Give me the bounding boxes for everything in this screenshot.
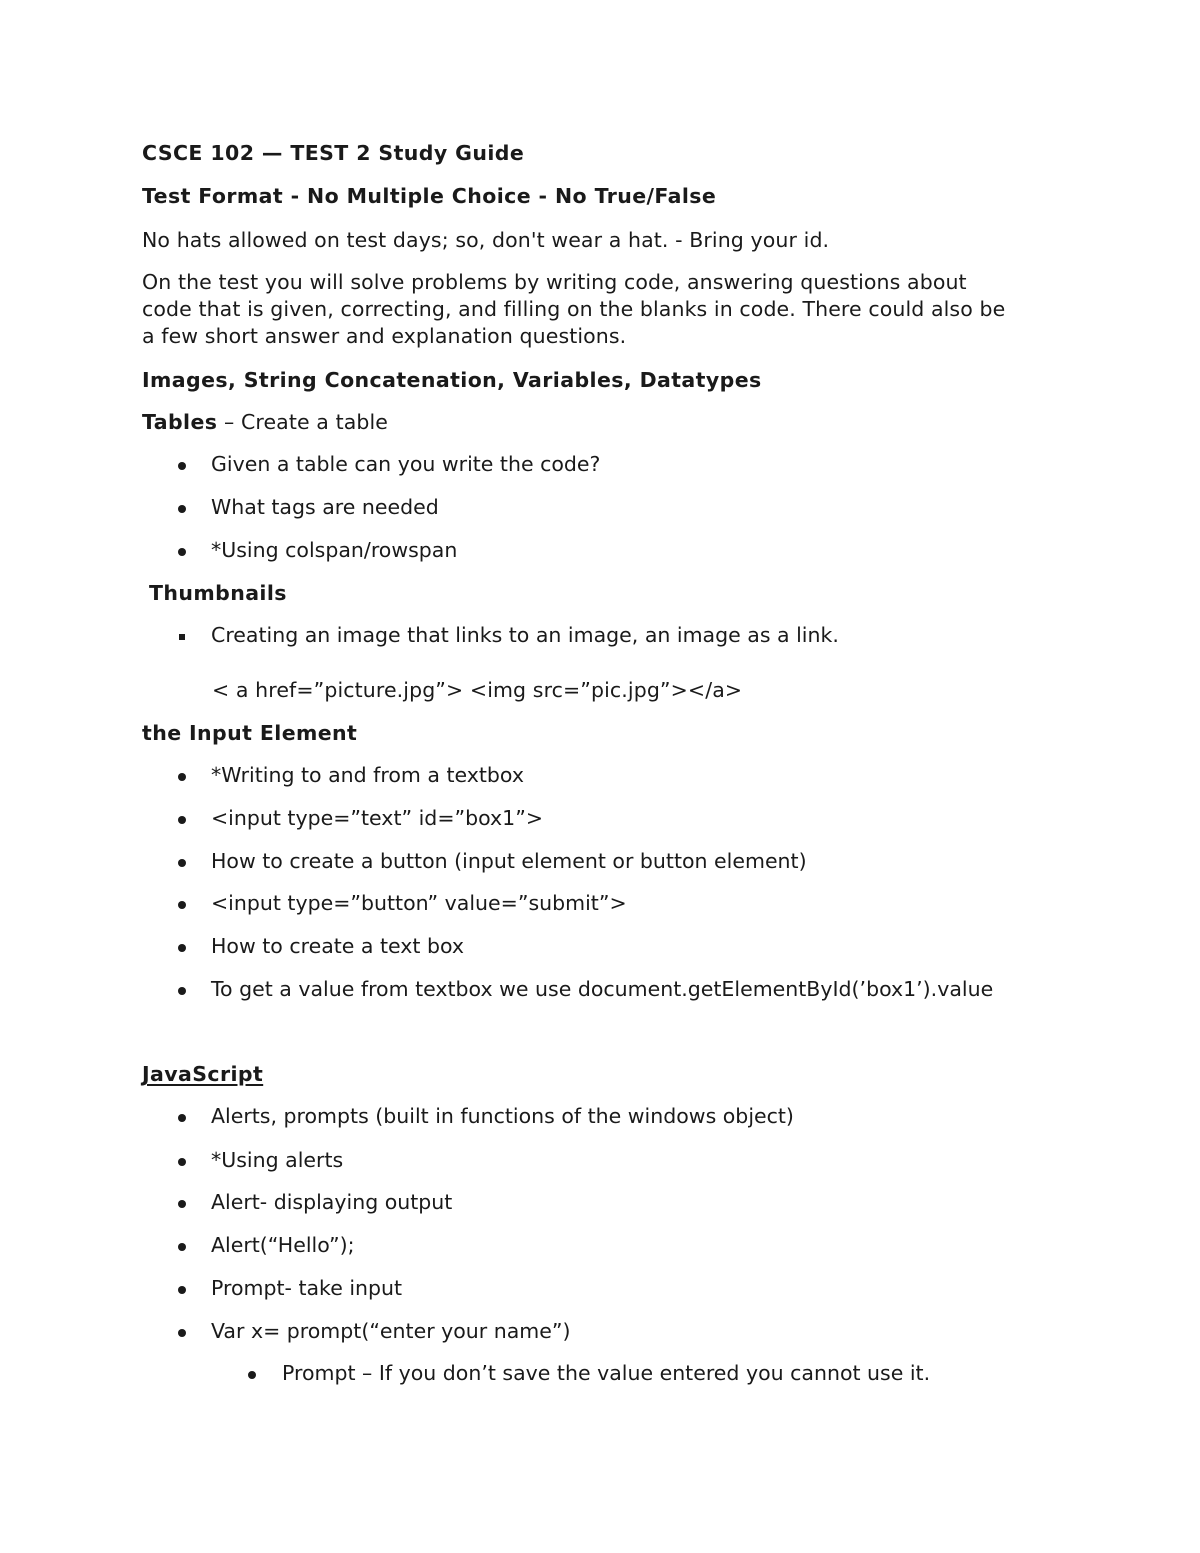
list-item-text: Var x= prompt(“enter your name”) — [211, 1319, 571, 1343]
bullet-icon — [178, 462, 186, 470]
intro-line-3: a few short answer and explanation questions. — [142, 324, 627, 348]
list-item-text: Prompt- take input — [211, 1276, 403, 1300]
bullet-icon — [178, 1286, 186, 1294]
list-item-text: How to create a button (input element or button element) — [211, 849, 807, 873]
bullet-icon — [178, 505, 186, 513]
bullet-icon — [178, 901, 186, 909]
hats-note: No hats allowed on test days; so, don't wear a hat. - Bring your id. — [142, 228, 830, 252]
list-item-text: *Using colspan/rowspan — [211, 538, 458, 562]
images-heading: Images, String Concatenation, Variables, Datatypes — [142, 368, 762, 392]
bullet-icon — [178, 1114, 186, 1122]
list-item-text: How to create a text box — [211, 934, 465, 958]
bullet-icon — [178, 1200, 186, 1208]
bullet-icon — [178, 1243, 186, 1251]
thumbnails-heading: Thumbnails — [149, 581, 287, 605]
intro-line-2: code that is given, correcting, and filling on the blanks in code. There could also be — [142, 297, 1006, 321]
tables-heading — [142, 409, 388, 436]
bullet-icon — [178, 1329, 186, 1337]
list-item-text: Given a table can you write the code? — [211, 452, 601, 476]
square-bullet-icon — [179, 634, 185, 640]
test-format-heading: Test Format - No Multiple Choice - No True/False — [142, 184, 717, 208]
intro-line-1: On the test you will solve problems by writing code, answering questions about — [142, 270, 967, 294]
list-item-text: To get a value from textbox we use document.getElementById(’box1’).value — [211, 977, 994, 1001]
tables-label: Tables — [142, 410, 218, 434]
list-item-text: Alert(“Hello”); — [211, 1233, 355, 1257]
list-item-text: What tags are needed — [211, 495, 439, 519]
thumbnail-code-example: < a href=”picture.jpg”> <img src=”pic.jpg”></a> — [212, 678, 743, 702]
tables-description: – Create a table — [217, 410, 389, 434]
input-element-heading: the Input Element — [142, 721, 358, 745]
list-item-text: Alerts, prompts (built in functions of the windows object) — [211, 1104, 794, 1128]
bullet-icon — [178, 773, 186, 781]
document-title: CSCE 102 — TEST 2 Study Guide — [142, 141, 525, 165]
bullet-icon — [178, 1158, 186, 1166]
bullet-icon — [178, 816, 186, 824]
list-item-text: *Writing to and from a textbox — [211, 763, 524, 787]
list-item-text: Creating an image that links to an image, an image as a link. — [211, 623, 839, 647]
javascript-heading: JavaScript — [142, 1062, 264, 1086]
bullet-icon — [178, 859, 186, 867]
list-item-text: *Using alerts — [211, 1148, 344, 1172]
bullet-icon — [178, 548, 186, 556]
bullet-icon — [178, 944, 186, 952]
list-item-text: <input type=”text” id=”box1”> — [211, 806, 544, 830]
list-item-text: <input type=”button” value=”submit”> — [211, 891, 627, 915]
sub-list-item-text: Prompt – If you don’t save the value entered you cannot use it. — [282, 1361, 931, 1385]
list-item-text: Alert- displaying output — [211, 1190, 453, 1214]
bullet-icon — [248, 1371, 256, 1379]
bullet-icon — [178, 987, 186, 995]
